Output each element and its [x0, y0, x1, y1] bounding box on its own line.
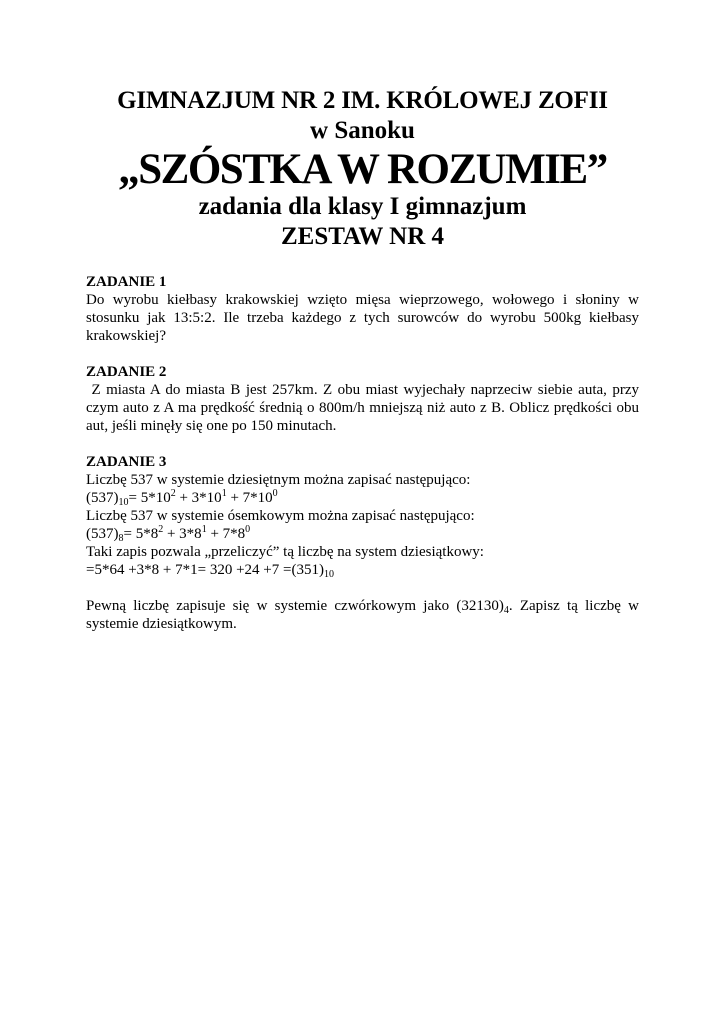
spacer	[86, 579, 639, 597]
task-1-title: ZADANIE 1	[86, 274, 167, 290]
task-2-title: ZADANIE 2	[86, 364, 167, 380]
octal-lhs: (537)	[86, 526, 119, 542]
decimal-lhs: (537)	[86, 490, 119, 506]
decimal-exp-3: 0	[272, 488, 278, 499]
decimal-exp-2: 1	[221, 488, 227, 499]
set-number: ZESTAW NR 4	[280, 223, 444, 250]
tasks-section	[86, 273, 643, 651]
task-3	[86, 453, 639, 633]
question-text: Pewną liczbę zapisuje się w systemie czwórkowym jako (32130)	[86, 598, 504, 614]
octal-term-3: + 7*8	[206, 526, 246, 542]
octal-intro: Liczbę 537 w systemie ósemkowym można zapisać następująco:	[86, 508, 475, 524]
task-2	[86, 363, 643, 435]
convert-expr: =5*64 +3*8 + 7*1= 320 +24 +7 =(351)	[86, 562, 324, 578]
octal-expansion	[86, 525, 639, 543]
octal-base: 8	[118, 533, 124, 544]
task-1	[86, 273, 639, 345]
task-2-text: Z miasta A do miasta B jest 257km. Z obu miast wyjechały naprzeciw siebie auta, przy czym auto z A ma prędkość średnią o 800m/h mniejszą niż auto z B. Oblicz prędkości obu aut, jeśli minęły się one po 150 minutach.	[86, 382, 643, 434]
octal-exp-1: 2	[158, 524, 164, 535]
convert-expression	[86, 561, 639, 579]
decimal-expansion	[86, 489, 639, 507]
question-base: 4	[503, 605, 509, 616]
convert-base: 10	[323, 569, 334, 580]
task-3-question	[86, 597, 639, 633]
decimal-term-2: + 3*10	[175, 490, 222, 506]
decimal-base: 10	[118, 497, 129, 508]
contest-title: „SZÓSTKA W ROZUMIE”	[118, 146, 607, 193]
octal-exp-2: 1	[201, 524, 207, 535]
octal-term-2: + 3*8	[163, 526, 202, 542]
task-3-title: ZADANIE 3	[86, 454, 167, 470]
task-1-text: Do wyrobu kiełbasy krakowskiej wzięto mięsa wieprzowego, wołowego i słoniny w stosunku jak 13:5:2. Ile trzeba każdego z tych surowców do wyrobu 500kg kiełbasy krakowskiej?	[86, 292, 639, 344]
class-subtitle: zadania dla klasy I gimnazjum	[198, 193, 527, 220]
convert-intro: Taki zapis pozwala „przeliczyć” tą liczbę na system dziesiątkowy:	[86, 544, 484, 560]
octal-term-1: = 5*8	[123, 526, 159, 542]
octal-exp-3: 0	[245, 524, 251, 535]
question-rest: . Zapisz tą liczbę w systemie dziesiątkowym.	[86, 598, 639, 632]
document-header	[0, 86, 725, 252]
decimal-intro: Liczbę 537 w systemie dziesiętnym można zapisać następująco:	[86, 472, 471, 488]
school-city: w Sanoku	[310, 117, 415, 144]
decimal-term-3: + 7*10	[226, 490, 273, 506]
decimal-exp-1: 2	[170, 488, 176, 499]
school-name: GIMNAZJUM NR 2 IM. KRÓLOWEJ ZOFII	[117, 87, 608, 114]
decimal-term-1: = 5*10	[128, 490, 171, 506]
